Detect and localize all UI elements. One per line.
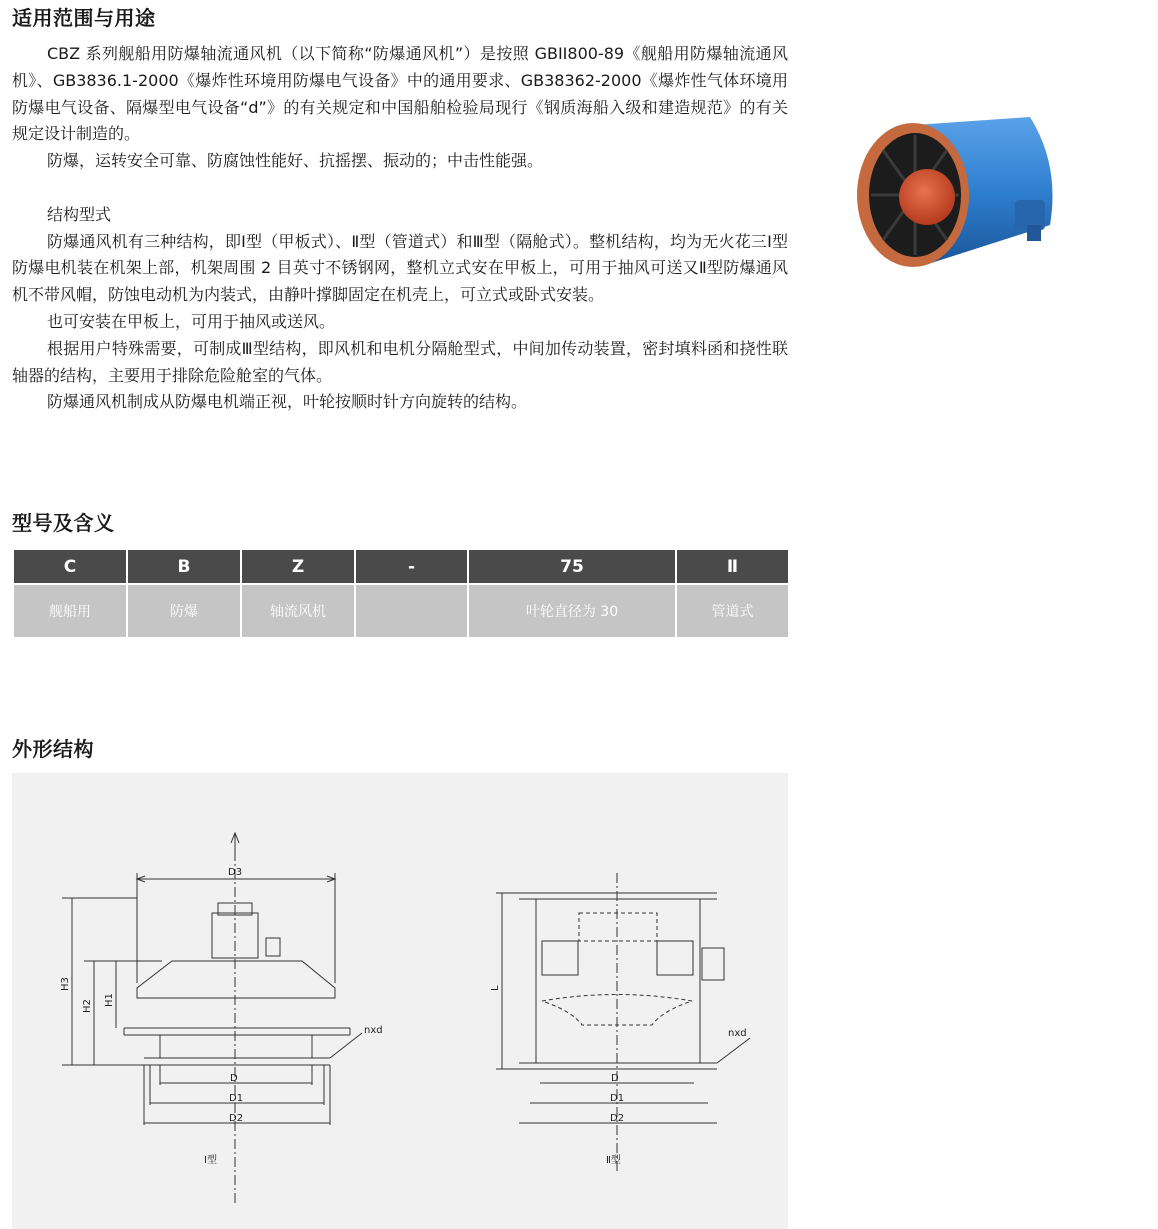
- label-nxd-2: nxd: [728, 1028, 747, 1039]
- structure-paragraph-1: 防爆通风机有三种结构，即Ⅰ型（甲板式）、Ⅱ型（管道式）和Ⅲ型（隔舱式）。整机结构，均为无火花三Ⅰ型防爆电机装在机架上部，机架周围 2 目英寸不锈钢网，整机立式安在甲板上，可用于抽风可送又Ⅱ型防爆通风机不带风帽，防蚀电动机为内装式，由静叶撑脚固定在机壳上，可立式或卧式安装。: [12, 231, 788, 305]
- model-code-cell: C: [13, 549, 127, 584]
- model-code-cell: 75: [468, 549, 676, 584]
- model-meaning-cell: 轴流风机: [241, 584, 355, 638]
- label-d-2: D: [611, 1073, 619, 1084]
- structure-subtitle: 结构型式: [47, 204, 112, 224]
- outline-drawing: [12, 773, 788, 1229]
- model-code-cell: Ⅱ: [676, 549, 789, 584]
- model-meaning-cell: [355, 584, 468, 638]
- model-code-row: [13, 549, 789, 584]
- model-code-cell: Z: [241, 549, 355, 584]
- structure-paragraph-2: 也可安装在甲板上，可用于抽风或送风。: [47, 311, 336, 331]
- label-d2-1: D2: [229, 1113, 244, 1124]
- structure-paragraph-4: 防爆通风机制成从防爆电机端正视，叶轮按顺时针方向旋转的结构。: [47, 392, 528, 412]
- label-l: L: [490, 985, 501, 991]
- label-type-2: Ⅱ型: [606, 1155, 621, 1166]
- model-meaning-cell: 防爆: [127, 584, 241, 638]
- model-meaning-row: [13, 584, 789, 638]
- label-type-1: Ⅰ型: [204, 1155, 217, 1166]
- label-d2-2: D2: [610, 1113, 625, 1124]
- label-h1: H1: [104, 993, 115, 1007]
- label-d3: D3: [228, 867, 243, 878]
- section-title-outline: 外形结构: [12, 737, 94, 761]
- model-code-cell: -: [355, 549, 468, 584]
- structure-paragraph-3: 根据用户特殊需要，可制成Ⅲ型结构，即风机和电机分隔舱型式，中间加传动装置，密封填料函和挠性联轴器的结构，主要用于排除危险舱室的气体。: [12, 338, 788, 385]
- scope-paragraph-2: 防爆，运转安全可靠、防腐蚀性能好、抗摇摆、振动的；中击性能强。: [47, 151, 544, 171]
- model-meaning-table: [12, 548, 790, 639]
- label-nxd-1: nxd: [364, 1025, 383, 1036]
- scope-paragraph-1: CBZ 系列舰船用防爆轴流通风机（以下简称“防爆通风机”）是按照 GBII800-89《舰船用防爆轴流通风机》、GB3836.1-2000《爆炸性环境用防爆电气设备》中的通用要求、GB38362-2000《爆炸性气体环境用防爆电气设备、隔爆型电气设备“d”》的有关规定和中国船舶检验局现行《钢质海船入级和建造规范》的有关规定设计制造的。: [12, 44, 788, 144]
- label-h3: H3: [60, 977, 71, 991]
- label-h2: H2: [82, 999, 93, 1013]
- fan-product-image: [855, 105, 1065, 290]
- label-d1-1: D1: [229, 1093, 244, 1104]
- model-code-cell: B: [127, 549, 241, 584]
- label-d-1: D: [230, 1073, 238, 1084]
- outline-drawing-svg: [12, 773, 788, 1229]
- section-title-scope: 适用范围与用途: [12, 6, 156, 30]
- label-d1-2: D1: [610, 1093, 625, 1104]
- model-meaning-cell: 叶轮直径为 30: [468, 584, 676, 638]
- section-title-model: 型号及含义: [12, 511, 115, 535]
- model-meaning-cell: 管道式: [676, 584, 789, 638]
- scope-body: [12, 41, 788, 416]
- model-meaning-cell: 舰船用: [13, 584, 127, 638]
